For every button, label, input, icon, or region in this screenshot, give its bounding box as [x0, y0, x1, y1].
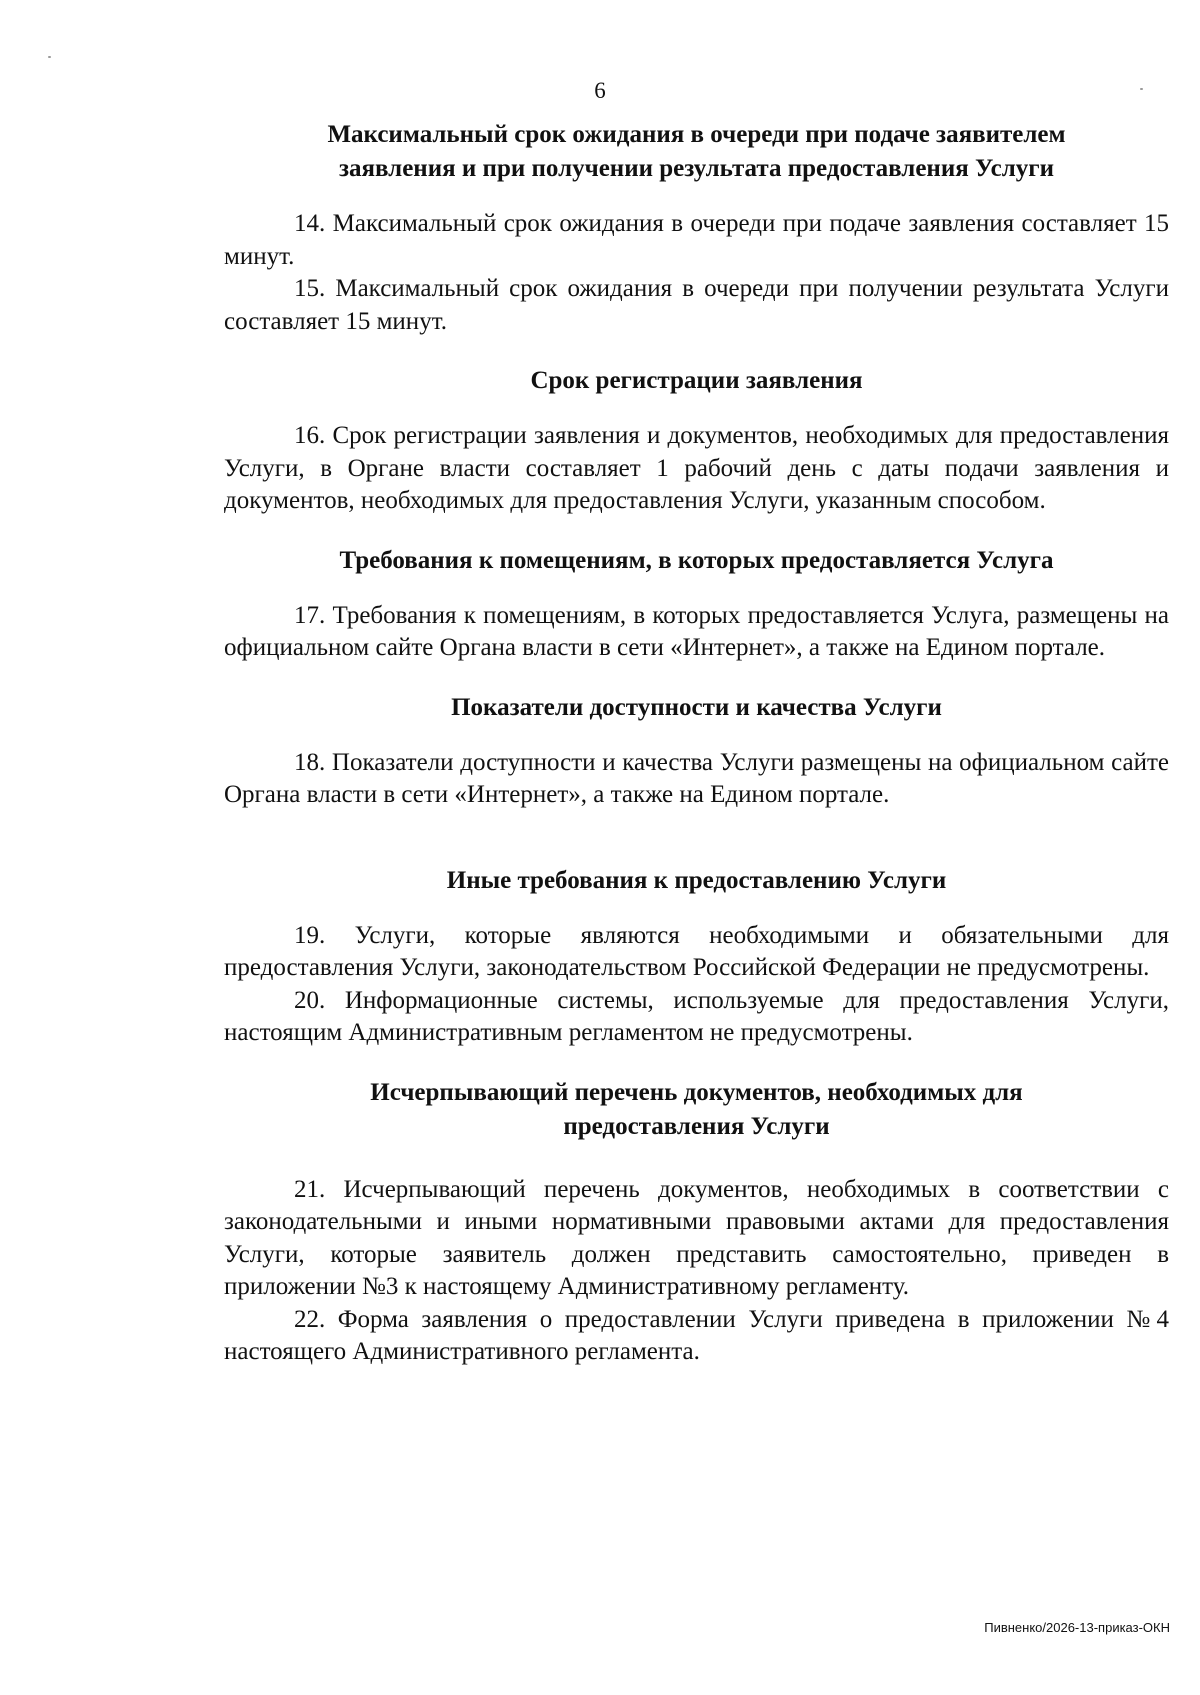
paragraph-22: 22. Форма заявления о предоставлении Услуги приведена в приложении №4 настоящего Административного регламента. [224, 1305, 1169, 1365]
page-number: 6 [594, 78, 606, 103]
section-heading: Показатели доступности и качества Услуги [451, 693, 942, 721]
paragraph-15: 15. Максимальный срок ожидания в очереди при получении результата Услуги составляет 15 минут. [224, 275, 1169, 335]
section-heading: Срок регистрации заявления [530, 367, 863, 394]
section-heading: Требования к помещениям, в которых предоставляется Услуга [339, 546, 1054, 574]
section-heading-line: предоставления Услуги [563, 1112, 830, 1140]
paragraph-21: 21. Исчерпывающий перечень документов, необходимых в соответствии с законодательными и иными нормативными правовыми актами для предоставления Услуги, которые заявитель должен представить самостоятельно, приведен в приложении №3 к настоящему Административному регламенту. [224, 1175, 1169, 1300]
paragraph-16: 16. Срок регистрации заявления и документов, необходимых для предоставления Услуги, в Органе власти составляет 1 рабочий день с даты подачи заявления и документов, необходимых для предоставления Услуги, указанным способом. [224, 422, 1169, 514]
section-heading [224, 1076, 1169, 1144]
scan-speck [48, 56, 51, 58]
paragraph-19: 19. Услуги, которые являются необходимыми и обязательными для предоставления Услуги, законодательством Российской Федерации не предусмотрены. [224, 921, 1169, 981]
paragraph-20: 20. Информационные системы, используемые для предоставления Услуги, настоящим Административным регламентом не предусмотрены. [224, 986, 1169, 1046]
section-heading [224, 118, 1169, 186]
document-reference-code: Пивненко/2026-13-приказ-ОКН [984, 1620, 1170, 1635]
paragraph-17: 17. Требования к помещениям, в которых предоставляется Услуга, размещены на официальном сайте Органа власти в сети «Интернет», а также на Едином портале. [224, 601, 1169, 661]
paragraph-14: 14. Максимальный срок ожидания в очереди при подаче заявления составляет 15 минут. [224, 210, 1169, 270]
section-heading-line: Максимальный срок ожидания в очереди при подаче заявителем [327, 121, 1066, 148]
section-heading: Иные требования к предоставлению Услуги [446, 866, 947, 894]
section-heading-line: Исчерпывающий перечень документов, необходимых для [370, 1078, 1023, 1106]
document-body [224, 118, 1169, 1369]
section-heading-line: заявления и при получении результата предоставления Услуги [338, 155, 1055, 182]
paragraph-18: 18. Показатели доступности и качества Услуги размещены на официальном сайте Органа власти в сети «Интернет», а также на Едином портале. [224, 748, 1169, 808]
